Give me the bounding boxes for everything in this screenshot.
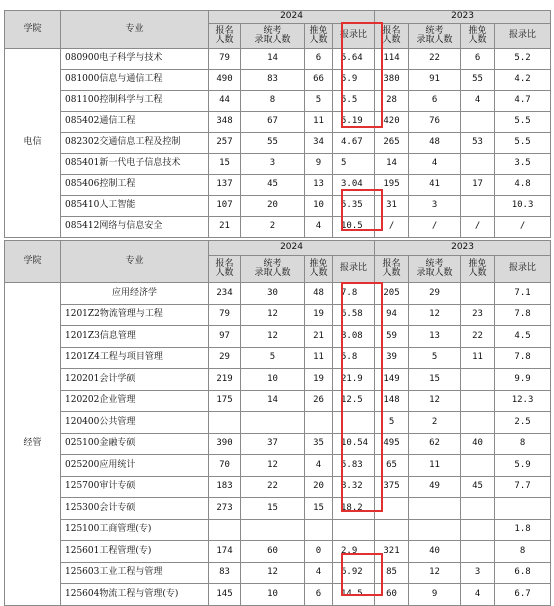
- table-row: [5, 112, 551, 133]
- cell-a23: 114: [375, 49, 409, 70]
- cell-a24: 44: [209, 91, 241, 112]
- cell-a23: 31: [375, 196, 409, 217]
- table-row: [5, 519, 551, 541]
- cell-c24: 11: [305, 112, 333, 133]
- cell-r23: 5.2: [495, 49, 551, 70]
- cell-c23: 23: [461, 304, 495, 326]
- table-row: [5, 390, 551, 412]
- cell-a24: 348: [209, 112, 241, 133]
- cell-c23: [461, 541, 495, 563]
- cell-b23: 41: [409, 175, 461, 196]
- cell-r23: /: [495, 217, 551, 238]
- cell-a23: [375, 498, 409, 520]
- cell-c24: 35: [305, 433, 333, 455]
- table-row: [5, 562, 551, 584]
- major-name: 1201Z2物流管理与工程: [61, 304, 209, 326]
- cell-a23: 380: [375, 70, 409, 91]
- major-name: 125100工商管理(专): [61, 519, 209, 541]
- admission-table-electronics: [4, 10, 551, 238]
- cell-a23: 265: [375, 133, 409, 154]
- table-row: [5, 347, 551, 369]
- cell-b24: 12: [241, 562, 305, 584]
- cell-a24: 390: [209, 433, 241, 455]
- cell-c24: [305, 412, 333, 434]
- table-row: [5, 584, 551, 606]
- cell-r24: 12.5: [333, 390, 375, 412]
- major-name: 085412网络与信息安全: [61, 217, 209, 238]
- cell-b24: 14: [241, 390, 305, 412]
- cell-b23: 3: [409, 196, 461, 217]
- cell-a24: 15: [209, 154, 241, 175]
- major-name: 120201会计学硕: [61, 369, 209, 391]
- header-applicants-2024: 报名 人数: [209, 24, 241, 49]
- cell-c23: 3: [461, 562, 495, 584]
- major-name: 025100金融专硕: [61, 433, 209, 455]
- cell-b24: 10: [241, 369, 305, 391]
- cell-b24: 14: [241, 49, 305, 70]
- cell-b24: 67: [241, 112, 305, 133]
- cell-a24: 273: [209, 498, 241, 520]
- cell-r23: [495, 498, 551, 520]
- cell-r24: 5: [333, 154, 375, 175]
- cell-c23: 17: [461, 175, 495, 196]
- table-row: [5, 326, 551, 348]
- cell-c23: 55: [461, 70, 495, 91]
- table-row: [5, 154, 551, 175]
- major-name: 085410人工智能: [61, 196, 209, 217]
- major-name: 120202企业管理: [61, 390, 209, 412]
- table-row: [5, 217, 551, 238]
- cell-a24: 257: [209, 133, 241, 154]
- cell-a23: 39: [375, 347, 409, 369]
- cell-b23: 15: [409, 369, 461, 391]
- cell-r24: 5.19: [333, 112, 375, 133]
- cell-b23: 2: [409, 412, 461, 434]
- cell-c24: 66: [305, 70, 333, 91]
- cell-b24: 12: [241, 455, 305, 477]
- cell-r24: [333, 519, 375, 541]
- header-ratio-2023: 报录比: [495, 256, 551, 283]
- table-row: [5, 498, 551, 520]
- cell-r24: 3.04: [333, 175, 375, 196]
- college-name: 经管: [5, 283, 61, 606]
- cell-c24: 19: [305, 304, 333, 326]
- cell-a23: 495: [375, 433, 409, 455]
- cell-c23: 53: [461, 133, 495, 154]
- cell-r24: 5.8: [333, 347, 375, 369]
- cell-a23: 5: [375, 412, 409, 434]
- cell-r23: 7.7: [495, 476, 551, 498]
- major-name: 应用经济学: [61, 283, 209, 305]
- cell-a24: 137: [209, 175, 241, 196]
- cell-c24: 48: [305, 283, 333, 305]
- cell-a24: [209, 412, 241, 434]
- header-year-2024: 2024: [209, 241, 375, 256]
- cell-r24: 5.5: [333, 91, 375, 112]
- cell-r24: 5.83: [333, 455, 375, 477]
- cell-r24: 10.5: [333, 217, 375, 238]
- cell-a23: /: [375, 217, 409, 238]
- header-admitted-2023: 统考 录取人数: [409, 24, 461, 49]
- cell-b23: 4: [409, 154, 461, 175]
- table-row: [5, 175, 551, 196]
- cell-c24: 6: [305, 49, 333, 70]
- cell-a23: 148: [375, 390, 409, 412]
- header-ratio-2024: 报录比: [333, 256, 375, 283]
- cell-a23: 60: [375, 584, 409, 606]
- cell-b24: 3: [241, 154, 305, 175]
- cell-r24: 8.08: [333, 326, 375, 348]
- cell-a24: 234: [209, 283, 241, 305]
- header-college: 学院: [5, 11, 61, 49]
- table-row: [5, 49, 551, 70]
- header-major: 专业: [61, 241, 209, 283]
- cell-c24: 13: [305, 175, 333, 196]
- cell-b23: /: [409, 217, 461, 238]
- table-row: [5, 433, 551, 455]
- cell-c23: [461, 283, 495, 305]
- cell-r24: 14.5: [333, 584, 375, 606]
- cell-b24: 12: [241, 304, 305, 326]
- cell-r23: 2.5: [495, 412, 551, 434]
- cell-a24: 183: [209, 476, 241, 498]
- table-row: [5, 196, 551, 217]
- header-applicants-2023: 报名 人数: [375, 256, 409, 283]
- cell-b24: [241, 412, 305, 434]
- cell-r23: 3.5: [495, 154, 551, 175]
- cell-a24: 219: [209, 369, 241, 391]
- cell-a23: 321: [375, 541, 409, 563]
- major-name: 081000信息与通信工程: [61, 70, 209, 91]
- major-name: 085406控制工程: [61, 175, 209, 196]
- cell-r23: 5.5: [495, 133, 551, 154]
- cell-b24: 83: [241, 70, 305, 91]
- cell-b24: 60: [241, 541, 305, 563]
- cell-a24: 97: [209, 326, 241, 348]
- cell-r24: 5.35: [333, 196, 375, 217]
- cell-r23: 6.7: [495, 584, 551, 606]
- cell-r23: 4.5: [495, 326, 551, 348]
- header-ratio-2024: 报录比: [333, 24, 375, 49]
- cell-r23: 9.9: [495, 369, 551, 391]
- cell-r23: 1.8: [495, 519, 551, 541]
- cell-b23: 9: [409, 584, 461, 606]
- header-exempt-2023: 推免 人数: [461, 24, 495, 49]
- table-row: [5, 70, 551, 91]
- header-exempt-2023: 推免 人数: [461, 256, 495, 283]
- cell-b23: [409, 519, 461, 541]
- cell-b24: [241, 519, 305, 541]
- cell-a23: 375: [375, 476, 409, 498]
- cell-c24: 21: [305, 326, 333, 348]
- cell-c23: [461, 455, 495, 477]
- header-year-2023: 2023: [375, 11, 551, 24]
- cell-b23: 5: [409, 347, 461, 369]
- cell-r24: 4.67: [333, 133, 375, 154]
- table-row: [5, 412, 551, 434]
- cell-a23: 85: [375, 562, 409, 584]
- cell-a24: 21: [209, 217, 241, 238]
- major-name: 125604物流工程与管理(专): [61, 584, 209, 606]
- cell-r24: 5.64: [333, 49, 375, 70]
- major-name: 025200应用统计: [61, 455, 209, 477]
- cell-b23: [409, 498, 461, 520]
- cell-b23: 29: [409, 283, 461, 305]
- cell-b23: 22: [409, 49, 461, 70]
- cell-r23: 5.5: [495, 112, 551, 133]
- cell-r23: 10.3: [495, 196, 551, 217]
- cell-c24: 6: [305, 584, 333, 606]
- cell-r24: 8.32: [333, 476, 375, 498]
- header-exempt-2024: 推免 人数: [305, 24, 333, 49]
- cell-c24: 10: [305, 196, 333, 217]
- cell-b23: 40: [409, 541, 461, 563]
- cell-c23: 45: [461, 476, 495, 498]
- cell-r23: 8: [495, 433, 551, 455]
- cell-c23: [461, 196, 495, 217]
- cell-c24: [305, 519, 333, 541]
- cell-c23: [461, 519, 495, 541]
- cell-a24: 145: [209, 584, 241, 606]
- cell-c23: [461, 112, 495, 133]
- cell-b24: 45: [241, 175, 305, 196]
- college-name: 电信: [5, 49, 61, 238]
- cell-r24: 5.9: [333, 70, 375, 91]
- cell-a23: 14: [375, 154, 409, 175]
- header-exempt-2024: 推免 人数: [305, 256, 333, 283]
- cell-c24: 9: [305, 154, 333, 175]
- cell-c24: 19: [305, 369, 333, 391]
- cell-b24: 15: [241, 498, 305, 520]
- cell-r24: 6.58: [333, 304, 375, 326]
- cell-b23: 11: [409, 455, 461, 477]
- cell-b24: 30: [241, 283, 305, 305]
- cell-b23: 12: [409, 390, 461, 412]
- table-row: [5, 91, 551, 112]
- cell-c24: 4: [305, 217, 333, 238]
- cell-c23: 11: [461, 347, 495, 369]
- cell-c24: 4: [305, 562, 333, 584]
- cell-r23: 7.8: [495, 304, 551, 326]
- cell-a24: 174: [209, 541, 241, 563]
- cell-b24: 22: [241, 476, 305, 498]
- cell-a24: 79: [209, 304, 241, 326]
- table-row: [5, 369, 551, 391]
- table-row: [5, 455, 551, 477]
- cell-r24: 7.8: [333, 283, 375, 305]
- cell-a24: [209, 519, 241, 541]
- cell-r24: 6.92: [333, 562, 375, 584]
- major-name: 125601工程管理(专): [61, 541, 209, 563]
- cell-b23: 48: [409, 133, 461, 154]
- major-name: 125700审计专硕: [61, 476, 209, 498]
- cell-b24: 2: [241, 217, 305, 238]
- cell-r24: 10.54: [333, 433, 375, 455]
- cell-r24: 2.9: [333, 541, 375, 563]
- header-admitted-2024: 统考 录取人数: [241, 24, 305, 49]
- cell-r23: 7.1: [495, 283, 551, 305]
- major-name: 080900电子科学与技术: [61, 49, 209, 70]
- cell-c24: 20: [305, 476, 333, 498]
- cell-r23: 8: [495, 541, 551, 563]
- cell-a23: [375, 519, 409, 541]
- cell-c24: 26: [305, 390, 333, 412]
- header-year-2023: 2023: [375, 241, 551, 256]
- table-row: [5, 541, 551, 563]
- cell-a23: 59: [375, 326, 409, 348]
- cell-c24: 34: [305, 133, 333, 154]
- table-row: [5, 283, 551, 305]
- cell-b24: 20: [241, 196, 305, 217]
- cell-r23: 7.8: [495, 347, 551, 369]
- cell-b23: 76: [409, 112, 461, 133]
- cell-b23: 49: [409, 476, 461, 498]
- cell-a24: 79: [209, 49, 241, 70]
- admission-table-management: [4, 240, 551, 606]
- cell-b24: 5: [241, 347, 305, 369]
- cell-c23: [461, 154, 495, 175]
- cell-c23: [461, 390, 495, 412]
- cell-b23: 12: [409, 562, 461, 584]
- major-name: 085402通信工程: [61, 112, 209, 133]
- cell-a24: 83: [209, 562, 241, 584]
- cell-b23: 62: [409, 433, 461, 455]
- major-name: 125603工业工程与管理: [61, 562, 209, 584]
- cell-c23: 4: [461, 584, 495, 606]
- cell-r23: 4.2: [495, 70, 551, 91]
- cell-a24: 70: [209, 455, 241, 477]
- table-row: [5, 304, 551, 326]
- cell-c24: 5: [305, 91, 333, 112]
- cell-a23: 205: [375, 283, 409, 305]
- header-ratio-2023: 报录比: [495, 24, 551, 49]
- cell-c23: [461, 369, 495, 391]
- cell-b24: 12: [241, 326, 305, 348]
- cell-c24: 4: [305, 455, 333, 477]
- cell-a23: 420: [375, 112, 409, 133]
- cell-c24: 0: [305, 541, 333, 563]
- cell-r23: 5.9: [495, 455, 551, 477]
- cell-b24: 10: [241, 584, 305, 606]
- cell-b24: 8: [241, 91, 305, 112]
- major-name: 120400公共管理: [61, 412, 209, 434]
- table-row: [5, 476, 551, 498]
- cell-c24: 15: [305, 498, 333, 520]
- cell-r24: 21.9: [333, 369, 375, 391]
- cell-b23: 91: [409, 70, 461, 91]
- major-name: 1201Z3信息管理: [61, 326, 209, 348]
- cell-c23: 6: [461, 49, 495, 70]
- cell-b24: 55: [241, 133, 305, 154]
- cell-r23: 12.3: [495, 390, 551, 412]
- cell-c23: 4: [461, 91, 495, 112]
- cell-r23: 6.8: [495, 562, 551, 584]
- cell-b23: 6: [409, 91, 461, 112]
- cell-a24: 490: [209, 70, 241, 91]
- cell-r23: 4.7: [495, 91, 551, 112]
- header-college: 学院: [5, 241, 61, 283]
- header-applicants-2023: 报名 人数: [375, 24, 409, 49]
- major-name: 085401新一代电子信息技术: [61, 154, 209, 175]
- table-row: [5, 133, 551, 154]
- cell-a24: 175: [209, 390, 241, 412]
- cell-a23: 195: [375, 175, 409, 196]
- cell-b23: 13: [409, 326, 461, 348]
- cell-a23: 65: [375, 455, 409, 477]
- cell-c24: 11: [305, 347, 333, 369]
- major-name: 125300会计专硕: [61, 498, 209, 520]
- major-name: 082302交通信息工程及控制: [61, 133, 209, 154]
- header-admitted-2024: 统考 录取人数: [241, 256, 305, 283]
- cell-c23: [461, 498, 495, 520]
- cell-a23: 28: [375, 91, 409, 112]
- major-name: 081100控制科学与工程: [61, 91, 209, 112]
- cell-c23: 40: [461, 433, 495, 455]
- cell-a23: 149: [375, 369, 409, 391]
- cell-c23: [461, 412, 495, 434]
- cell-a23: 94: [375, 304, 409, 326]
- cell-c23: /: [461, 217, 495, 238]
- cell-a24: 29: [209, 347, 241, 369]
- header-year-2024: 2024: [209, 11, 375, 24]
- cell-b23: 12: [409, 304, 461, 326]
- cell-r24: [333, 412, 375, 434]
- cell-r23: 4.8: [495, 175, 551, 196]
- cell-r24: 18.2: [333, 498, 375, 520]
- major-name: 1201Z4工程与项目管理: [61, 347, 209, 369]
- header-applicants-2024: 报名 人数: [209, 256, 241, 283]
- header-major: 专业: [61, 11, 209, 49]
- header-admitted-2023: 统考 录取人数: [409, 256, 461, 283]
- cell-b24: 37: [241, 433, 305, 455]
- cell-c23: 22: [461, 326, 495, 348]
- cell-a24: 107: [209, 196, 241, 217]
